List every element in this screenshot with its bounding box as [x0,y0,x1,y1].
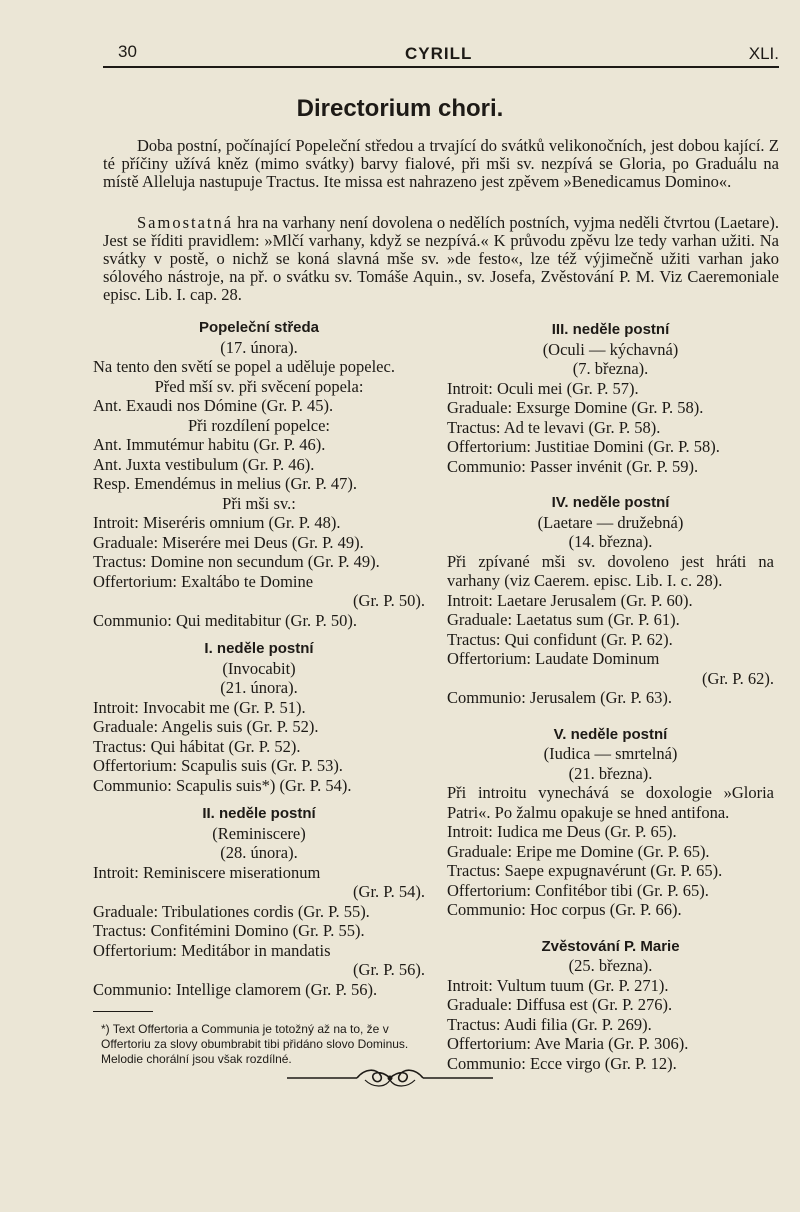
chant-line: Tractus: Saepe expugnavérunt (Gr. P. 65). [447,861,723,880]
chant-line: Offertorium: Exaltábo te Domine [93,571,314,591]
chant-line: Communio: Intellige clamorem (Gr. P. 56). [93,979,378,999]
chant-ref: (Gr. P. 50). [353,591,425,610]
section-date: (7. března). [572,359,649,378]
chant-line: Introit: Reminiscere miserationum [93,862,321,882]
chant-line: Offertorium: Ave Maria (Gr. P. 306). [447,1034,689,1053]
intro-paragraph-1 [103,137,779,191]
chant-line: Introit: Vultum tuum (Gr. P. 271). [447,975,669,995]
section-name: (Oculi — kýchavná) [542,339,679,359]
ornament-icon [285,1062,495,1092]
chant-line: Tractus: Confitémini Domino (Gr. P. 55). [93,921,365,940]
chant-line: Tractus: Qui hábitat (Gr. P. 52). [93,736,301,756]
chant-line: Communio: Passer invénit (Gr. P. 59). [447,456,699,476]
section-heading: I. neděle postní [204,640,314,657]
left-column [93,318,425,1067]
chant-line: Graduale: Miserére mei Deus (Gr. P. 49). [93,532,364,552]
section-heading: Popeleční středa [198,319,320,336]
chant-line: Ant. Immutémur habitu (Gr. P. 46). [93,435,326,454]
section-note: Při zpívané mši sv. dovoleno jest hráti na varhany (viz Caerem. episc. Lib. I. c. 28). [447,551,774,590]
chant-line: Ant. Exaudi nos Dómine (Gr. P. 45). [93,396,334,415]
section-date: (17. února). [220,337,298,357]
intro-text-2 [103,214,779,304]
page-number: 30 [118,42,137,61]
running-title: CYRILL [405,44,473,63]
intro-paragraph-2 [103,214,779,304]
section-heading: II. neděle postní [202,805,316,822]
chant-line: Graduale: Exsurge Domine (Gr. P. 58). [447,398,704,417]
chant-line: Graduale: Laetatus sum (Gr. P. 61). [447,610,680,629]
subheading: Při rozdílení popelce: [187,415,331,435]
section-name: (Invocabit) [222,658,296,678]
chant-line: Resp. Emendémus in melius (Gr. P. 47). [93,474,357,493]
chant-line: Communio: Qui meditabitur (Gr. P. 50). [93,610,357,630]
subheading: Při mši sv.: [222,493,296,513]
chant-line: Introit: Oculi mei (Gr. P. 57). [447,378,639,398]
chant-line: Offertorium: Scapulis suis (Gr. P. 53). [93,756,343,775]
section-date: (14. března). [568,532,653,551]
chant-ref: (Gr. P. 54). [353,882,425,901]
chant-line: Graduale: Diffusa est (Gr. P. 276). [447,995,673,1014]
chant-ref: (Gr. P. 56). [353,960,425,979]
chant-line: Graduale: Eripe me Domine (Gr. P. 65). [447,841,710,861]
header-rule [103,66,779,68]
section-note: Na tento den světí se popel a uděluje popelec. [93,357,395,376]
chant-line: Offertorium: Meditábor in mandatis [93,940,331,960]
chant-ref: (Gr. P. 62). [702,668,774,688]
chant-line: Tractus: Audi filia (Gr. P. 269). [447,1014,652,1034]
chapter-number: XLI. [748,44,779,63]
section-heading: V. neděle postní [553,725,668,743]
chant-line: Introit: Laetare Jerusalem (Gr. P. 60). [447,590,693,610]
footnote: *) Text Offertoria a Communia je totožný až na to, že v Offertoriu za slovy obumbrabit tibi přidáno slovo Dominus. Melodie chorální jsou však rozdílné. [101,1022,409,1066]
section-note: Při introitu vynechává se doxologie »Gloria Patri«. Po žalmu opakuje se hned antifona. [447,783,774,822]
section-heading: Zvěstování P. Marie [541,937,680,955]
section-date: (21. února). [220,678,298,697]
chant-line: Offertorium: Justitiae Domini (Gr. P. 58). [447,437,720,456]
chant-line: Introit: Iudica me Deus (Gr. P. 65). [447,822,677,841]
subheading: Před mší sv. při svěcení popela: [154,376,364,396]
chant-line: Offertorium: Laudate Dominum [447,649,660,668]
footnote-rule [93,1011,153,1012]
spaced-emphasis: Samostatná [137,213,234,232]
chant-line: Communio: Jerusalem (Gr. P. 63). [447,688,673,707]
running-header [103,42,779,66]
chant-line: Graduale: Tribulationes cordis (Gr. P. 55). [93,901,370,921]
section-date: (28. února). [220,843,298,862]
chant-line: Tractus: Domine non secundum (Gr. P. 49). [93,552,380,571]
section-name: (Reminiscere) [212,823,306,843]
section-heading: IV. neděle postní [551,494,670,511]
chant-line: Tractus: Qui confidunt (Gr. P. 62). [447,629,673,649]
chant-line: Introit: Invocabit me (Gr. P. 51). [93,697,306,717]
section-name: (Iudica — smrtelná) [543,744,678,763]
chant-line: Communio: Ecce virgo (Gr. P. 12). [447,1053,677,1073]
intro-text-2-rest: hra na varhany není dovolena o nedělích postních, vyjma neděli čtvrtou (Laetare). Jest se říditi pravidlem: »Mlčí varhany, když se nezpívá.« K průvodu zpěvu lze tedy varhan užiti. Na svátky v postě, o nichž se koná slavná mše sv. »de festo«, lze též výjimečně užiti varhan jako sólového nástroje, na př. o svátku sv. Tomáše Aquin., sv. Josefa, Zvěstování P. M. Viz Caeremoniale episc. Lib. I. cap. 28. [103,213,779,304]
intro-text-1: Doba postní, počínající Popeleční středou a trvající do svátků velikonočních, jest dobou kající. Z té příčiny užívá kněz (mimo svátky) barvy fialové, při mši sv. nezpívá se Gloria, po Graduálu na místě Alleluja nastupuje Tractus. Ite missa est nahrazeno jest zpěvem »Benedicamus Domino«. [103,136,779,191]
right-column [447,320,774,1073]
chant-line: Tractus: Ad te levavi (Gr. P. 58). [447,417,661,437]
chant-line: Ant. Juxta vestibulum (Gr. P. 46). [93,454,315,474]
chant-line: Offertorium: Confitébor tibi (Gr. P. 65). [447,880,709,900]
chant-line: Communio: Scapulis suis*) (Gr. P. 54). [93,775,352,795]
chant-line: Introit: Miseréris omnium (Gr. P. 48). [93,513,341,532]
section-date: (21. března). [568,763,653,783]
chant-line: Communio: Hoc corpus (Gr. P. 66). [447,900,682,919]
section-heading: III. neděle postní [551,321,670,338]
chant-line: Graduale: Angelis suis (Gr. P. 52). [93,717,319,736]
page-title: Directorium chori. [296,95,504,122]
section-name: (Laetare — družebná) [537,512,684,532]
section-date: (25. března). [568,956,653,975]
